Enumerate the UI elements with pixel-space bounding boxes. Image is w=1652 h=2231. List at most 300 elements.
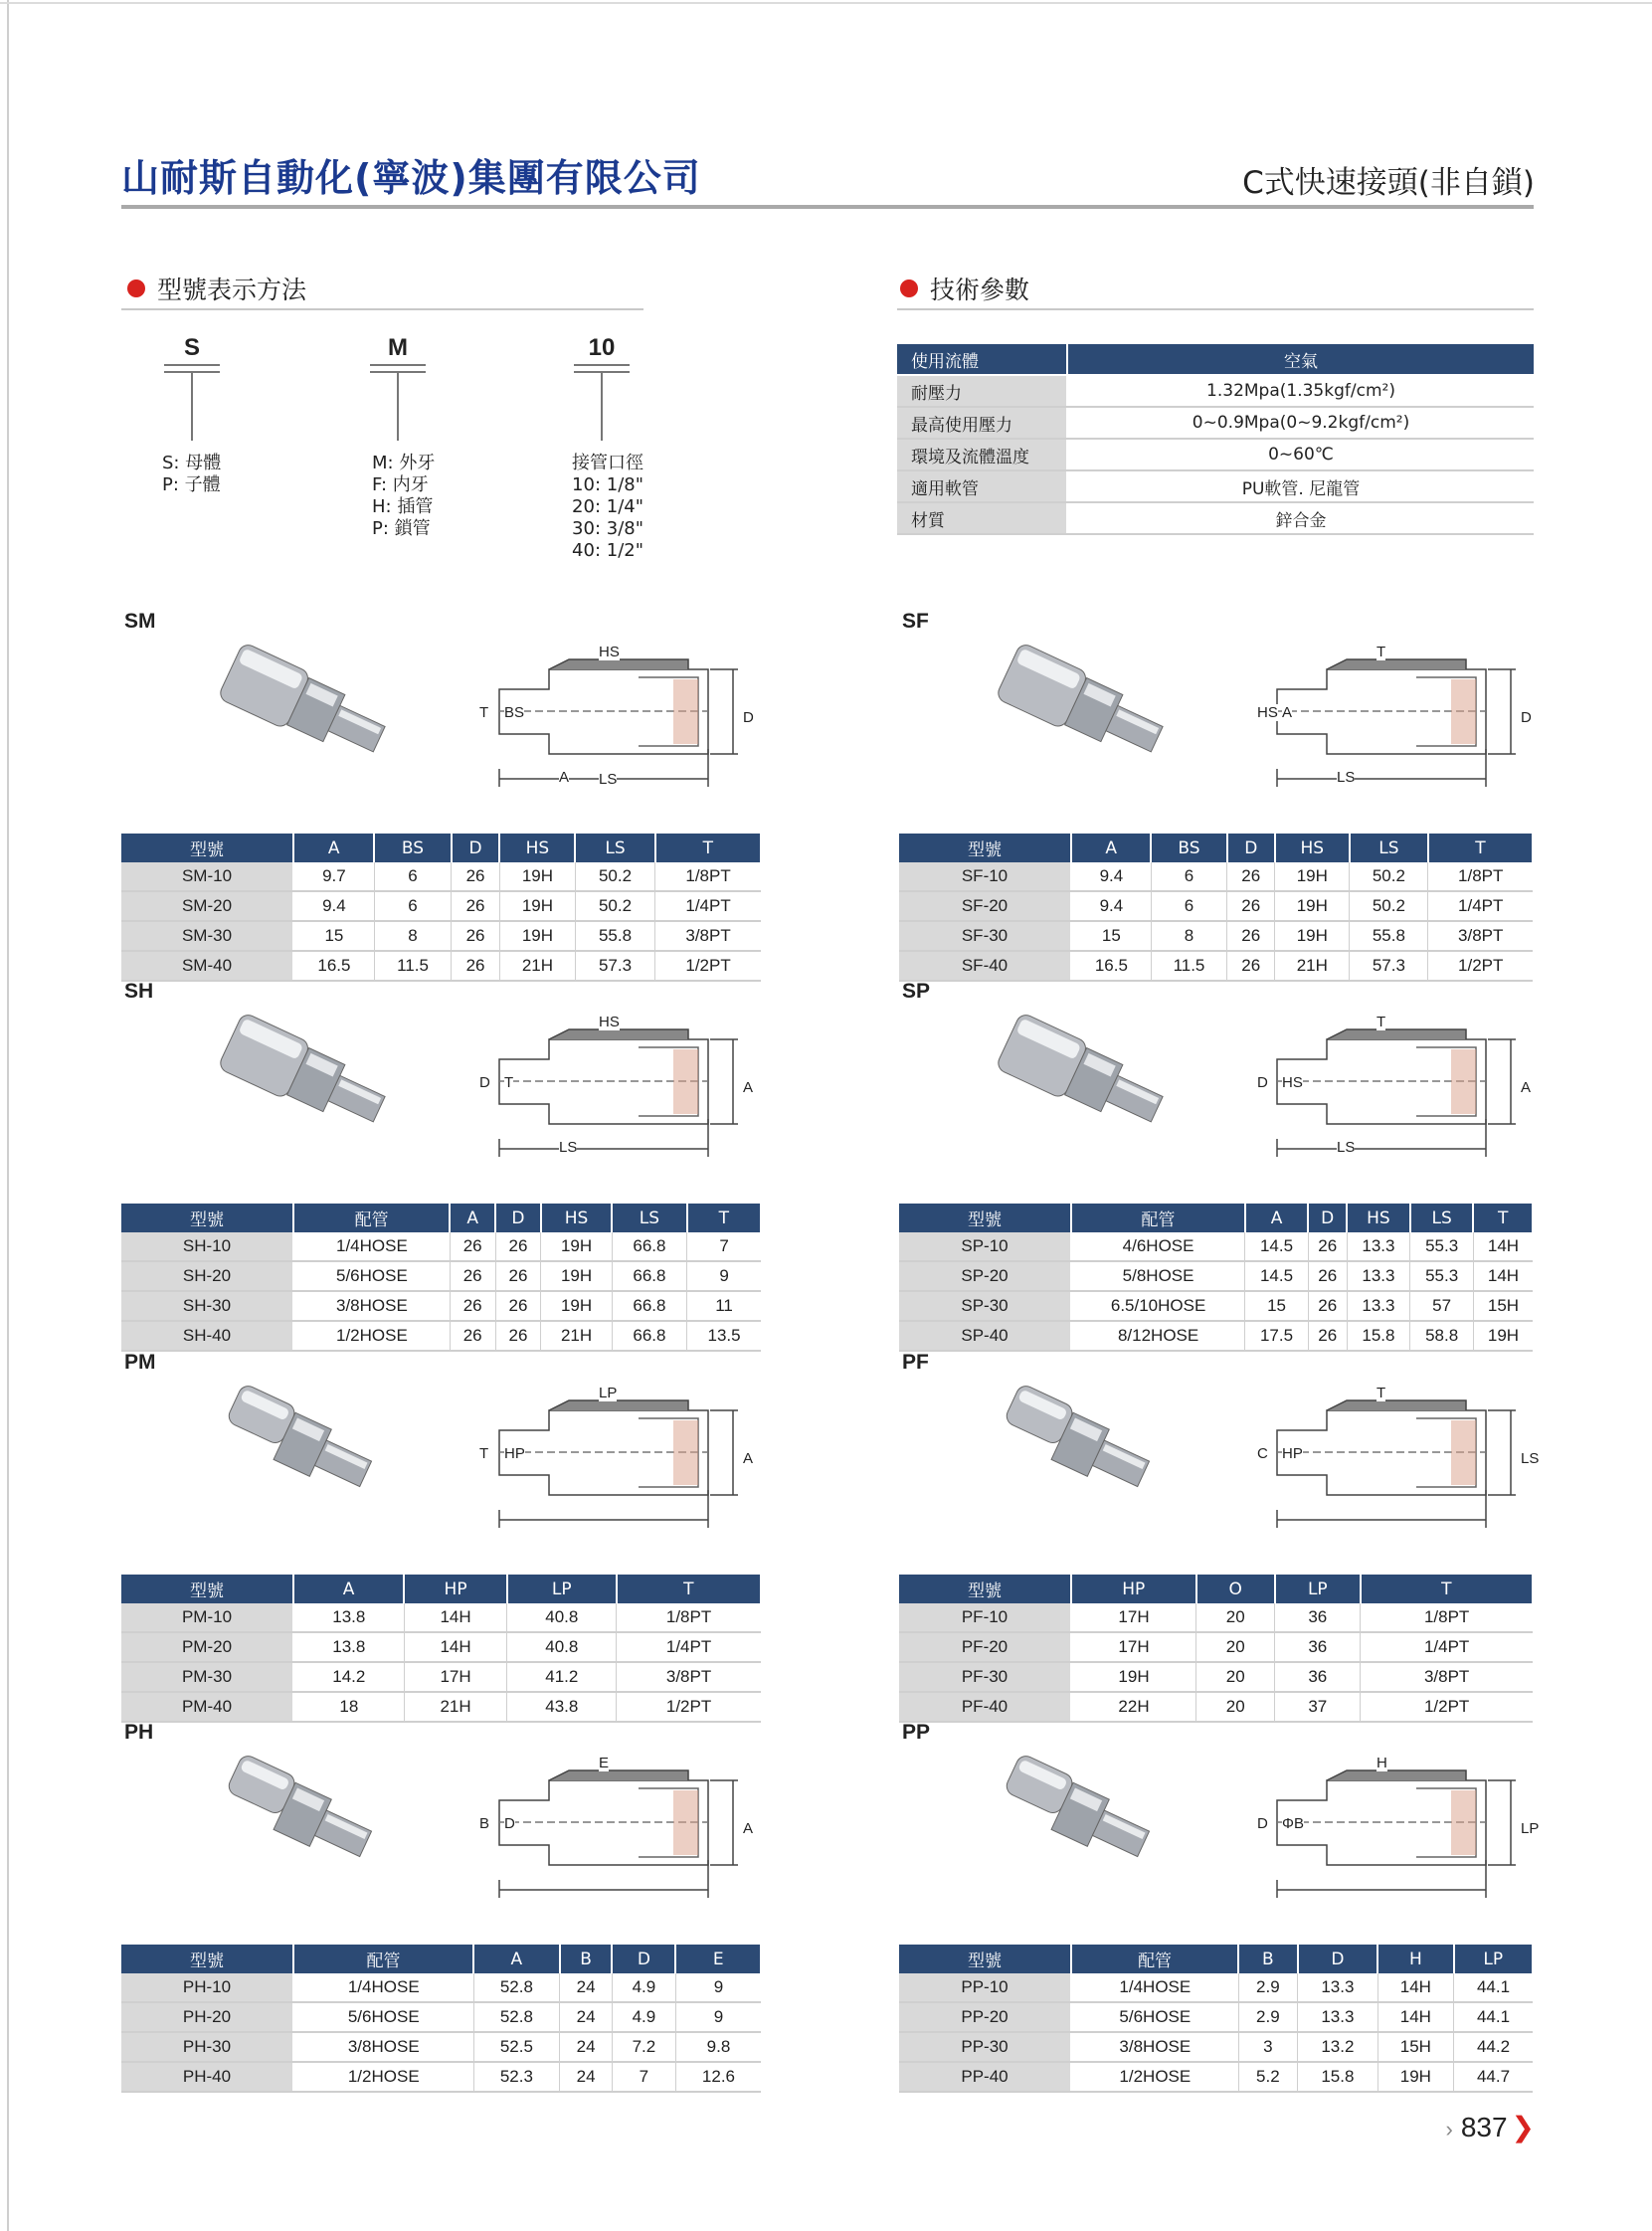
value-cell: 15H (1473, 1291, 1533, 1321)
code-stem (397, 373, 399, 441)
spec-key: 材質 (897, 502, 1067, 534)
model-cell: PM-40 (121, 1692, 293, 1722)
value-cell: 36 (1275, 1662, 1361, 1692)
value-cell: 26 (450, 1232, 495, 1261)
model-cell: PP-30 (899, 2032, 1071, 2062)
value-cell: 5/6HOSE (1071, 2002, 1238, 2032)
column-header: A (1245, 1204, 1309, 1232)
spec-table-pm (121, 1575, 762, 1723)
value-cell: 1/2PT (1428, 951, 1533, 981)
dimension-label: D (479, 1074, 490, 1091)
column-header: T (687, 1204, 761, 1232)
table-header-row (121, 834, 761, 862)
value-cell: 50.2 (575, 862, 654, 891)
value-cell: 57.3 (575, 951, 654, 981)
table-header-row (121, 1945, 761, 1973)
model-cell: SM-10 (121, 862, 293, 891)
value-cell: 26 (1227, 862, 1275, 891)
column-header: HS (499, 834, 575, 862)
dimension-label: A (559, 769, 570, 786)
tech-params-table (897, 344, 1534, 535)
dimension-label: HS (599, 1014, 620, 1030)
table-row (899, 1662, 1533, 1692)
value-cell: 1/4PT (617, 1632, 761, 1662)
table-row (121, 2002, 761, 2032)
column-header: E (675, 1945, 761, 1973)
product-section-sm (121, 610, 762, 988)
table-row (121, 1662, 761, 1692)
technical-drawing (459, 1000, 758, 1169)
technical-drawing (459, 1371, 758, 1540)
value-cell: 3/8PT (1361, 1662, 1533, 1692)
product-section-sh (121, 980, 762, 1358)
product-section-pm (121, 1351, 762, 1729)
value-cell: 19H (499, 891, 575, 921)
model-cell: SM-40 (121, 951, 293, 981)
table-row (121, 891, 761, 921)
value-cell: 1/8PT (655, 862, 761, 891)
value-cell: 26 (452, 891, 500, 921)
technical-drawing (1237, 1741, 1540, 1910)
product-section-pf (899, 1351, 1540, 1729)
value-cell: 19H (541, 1261, 612, 1291)
value-cell: 26 (452, 862, 500, 891)
table-row (121, 1603, 761, 1632)
code-option: P: 子體 (162, 474, 221, 495)
model-cell: PP-20 (899, 2002, 1071, 2032)
value-cell: 1/4HOSE (1071, 1973, 1238, 2002)
page-title: C式快速接頭(非自鎖) (1242, 165, 1535, 201)
section-divider (897, 308, 1534, 310)
value-cell: 13.8 (293, 1632, 404, 1662)
spec-table-ph (121, 1945, 762, 2093)
table-row (899, 1692, 1533, 1722)
value-cell: 5/8HOSE (1071, 1261, 1245, 1291)
column-header: HS (1275, 834, 1350, 862)
column-header: 型號 (121, 1575, 293, 1603)
dimension-label: T (1377, 644, 1386, 660)
value-cell: 8 (1151, 921, 1226, 951)
value-cell: 26 (450, 1291, 495, 1321)
value-cell: 26 (452, 951, 500, 981)
code-option: H: 插管 (372, 496, 434, 517)
dimension-label: LS (1337, 769, 1356, 786)
dimension-label: E (599, 1755, 610, 1771)
product-section-sp (899, 980, 1534, 1358)
value-cell: 9 (675, 2002, 761, 2032)
dimension-label: LP (1521, 1820, 1540, 1837)
spec-key: 使用流體 (897, 344, 1067, 375)
company-name: 山耐斯自動化(寧波)集團有限公司 (121, 156, 701, 200)
value-cell: 15 (1071, 921, 1151, 951)
value-cell: 55.8 (1350, 921, 1428, 951)
spec-key: 適用軟管 (897, 470, 1067, 502)
code-stem (601, 373, 603, 441)
column-header: A (1071, 834, 1151, 862)
value-cell: 26 (1308, 1232, 1347, 1261)
value-cell: 14H (1377, 1973, 1453, 2002)
value-cell: 1/2PT (617, 1692, 761, 1722)
value-cell: 1/8PT (1361, 1603, 1533, 1632)
value-cell: 14H (404, 1603, 507, 1632)
value-cell: 52.3 (473, 2062, 560, 2092)
value-cell: 50.2 (1350, 862, 1428, 891)
value-cell: 18 (293, 1692, 404, 1722)
column-header: H (1377, 1945, 1453, 1973)
model-cell: PH-10 (121, 1973, 293, 2002)
value-cell: 26 (1308, 1291, 1347, 1321)
value-cell: 6 (374, 891, 451, 921)
value-cell: 5/6HOSE (293, 2002, 473, 2032)
value-cell: 26 (495, 1232, 541, 1261)
value-cell: 16.5 (1071, 951, 1151, 981)
value-cell: 11.5 (1151, 951, 1226, 981)
model-cell: SM-30 (121, 921, 293, 951)
column-header: 型號 (899, 1204, 1071, 1232)
value-cell: 55.8 (575, 921, 654, 951)
value-cell: 8/12HOSE (1071, 1321, 1245, 1351)
dimension-label: HS (1257, 704, 1278, 721)
table-row (899, 891, 1533, 921)
column-header: A (450, 1204, 495, 1232)
section-label: SF (902, 610, 929, 633)
value-cell: 9 (675, 1973, 761, 2002)
value-cell: 13.2 (1298, 2032, 1378, 2062)
column-header: B (560, 1945, 613, 1973)
value-cell: 6 (1151, 862, 1226, 891)
value-cell: 36 (1275, 1603, 1361, 1632)
model-cell: SP-30 (899, 1291, 1071, 1321)
value-cell: 26 (1308, 1261, 1347, 1291)
table-row (899, 2062, 1533, 2092)
table-row (121, 951, 761, 981)
dimension-label: HS (599, 644, 620, 660)
dimension-label: BS (504, 704, 525, 721)
heading-text: 型號表示方法 (157, 276, 307, 304)
value-cell: 66.8 (612, 1291, 686, 1321)
value-cell: 3/8HOSE (293, 2032, 473, 2062)
column-header: 型號 (121, 834, 293, 862)
value-cell: 7.2 (612, 2032, 675, 2062)
column-header: T (1361, 1575, 1533, 1603)
code-option: 10: 1/8" (572, 474, 643, 495)
table-row (899, 1321, 1533, 1351)
model-cell: SP-10 (899, 1232, 1071, 1261)
model-cell: SH-10 (121, 1232, 293, 1261)
column-header: T (617, 1575, 761, 1603)
value-cell: 20 (1196, 1632, 1275, 1662)
section-label: SH (124, 980, 154, 1003)
spec-key: 耐壓力 (897, 375, 1067, 407)
model-cell: SP-40 (899, 1321, 1071, 1351)
value-cell: 26 (450, 1321, 495, 1351)
table-row (899, 1632, 1533, 1662)
value-cell: 4.9 (612, 1973, 675, 2002)
product-photo (201, 1000, 410, 1159)
table-row (121, 1632, 761, 1662)
code-underline (164, 364, 220, 373)
column-header: HP (1071, 1575, 1196, 1603)
value-cell: 44.7 (1454, 2062, 1534, 2092)
value-cell: 52.5 (473, 2032, 560, 2062)
value-cell: 11 (687, 1291, 761, 1321)
column-header: A (293, 1575, 404, 1603)
value-cell: 19H (499, 921, 575, 951)
model-cell: PM-30 (121, 1662, 293, 1692)
value-cell: 19H (1473, 1321, 1533, 1351)
value-cell: 1/8PT (617, 1603, 761, 1632)
value-cell: 14H (1473, 1232, 1533, 1261)
spec-row (897, 344, 1534, 375)
table-row (899, 1291, 1533, 1321)
value-cell: 20 (1196, 1603, 1275, 1632)
model-code-heading (127, 271, 306, 306)
value-cell: 17.5 (1245, 1321, 1309, 1351)
column-header: T (1473, 1204, 1533, 1232)
column-header: LS (575, 834, 654, 862)
value-cell: 37 (1275, 1692, 1361, 1722)
dimension-label: A (743, 1820, 754, 1837)
value-cell: 2.9 (1238, 2002, 1297, 2032)
value-cell: 26 (495, 1321, 541, 1351)
model-cell: SH-40 (121, 1321, 293, 1351)
value-cell: 15.8 (1347, 1321, 1410, 1351)
value-cell: 9.7 (293, 862, 374, 891)
column-header: D (495, 1204, 541, 1232)
column-header: LS (1350, 834, 1428, 862)
table-row (899, 1232, 1533, 1261)
value-cell: 17H (1071, 1603, 1196, 1632)
value-cell: 24 (560, 2002, 613, 2032)
value-cell: 11.5 (374, 951, 451, 981)
dimension-label: HS (1282, 1074, 1303, 1091)
dimension-label: LP (599, 1385, 618, 1401)
code-letter: 10 (588, 334, 616, 361)
dimension-label: D (1257, 1815, 1268, 1832)
value-cell: 20 (1196, 1662, 1275, 1692)
value-cell: 3/8PT (655, 921, 761, 951)
table-row (121, 2062, 761, 2092)
column-header: T (655, 834, 761, 862)
column-header: D (1227, 834, 1275, 862)
value-cell: 66.8 (612, 1261, 686, 1291)
technical-drawing (1237, 630, 1536, 799)
dimension-label: A (743, 1450, 754, 1467)
value-cell: 55.3 (1410, 1261, 1474, 1291)
product-photo (979, 1000, 1188, 1159)
model-cell: PP-10 (899, 1973, 1071, 2002)
dimension-label: A (743, 1079, 754, 1096)
column-header: A (293, 834, 374, 862)
product-section-ph (121, 1721, 762, 2099)
model-cell: SF-30 (899, 921, 1071, 951)
value-cell: 1/2HOSE (1071, 2062, 1238, 2092)
code-letter: M (388, 334, 408, 361)
code-option: M: 外牙 (372, 453, 436, 473)
value-cell: 7 (687, 1232, 761, 1261)
table-row (899, 1973, 1533, 2002)
value-cell: 26 (452, 921, 500, 951)
table-row (121, 1232, 761, 1261)
model-cell: PH-40 (121, 2062, 293, 2092)
dimension-label: LS (1337, 1139, 1356, 1156)
value-cell: 1/4PT (655, 891, 761, 921)
table-row (121, 2032, 761, 2062)
model-cell: PF-40 (899, 1692, 1071, 1722)
value-cell: 19H (1275, 891, 1350, 921)
section-label: SP (902, 980, 931, 1003)
dimension-label: T (1377, 1014, 1386, 1030)
value-cell: 3/8HOSE (293, 1291, 450, 1321)
value-cell: 57.3 (1350, 951, 1428, 981)
value-cell: 24 (560, 2062, 613, 2092)
column-header: 型號 (899, 1945, 1071, 1973)
dimension-label: LS (559, 1139, 578, 1156)
table-row (899, 951, 1533, 981)
value-cell: 17H (404, 1662, 507, 1692)
technical-drawing (459, 1741, 758, 1910)
value-cell: 19H (499, 862, 575, 891)
code-option: 40: 1/2" (572, 540, 643, 561)
spec-key: 最高使用壓力 (897, 407, 1067, 439)
table-row (899, 2032, 1533, 2062)
spec-table-sm (121, 834, 762, 982)
dimension-label: T (504, 1074, 514, 1091)
dimension-label: T (479, 1445, 489, 1462)
product-photo (979, 630, 1188, 789)
dimension-label: HP (504, 1445, 525, 1462)
code-option: S: 母體 (162, 453, 222, 473)
column-header: HS (541, 1204, 612, 1232)
tech-params-heading (900, 271, 1029, 306)
table-row (899, 1603, 1533, 1632)
table-header-row (899, 834, 1533, 862)
value-cell: 1/2HOSE (293, 2062, 473, 2092)
value-cell: 1/2HOSE (293, 1321, 450, 1351)
column-header: D (612, 1945, 675, 1973)
spec-table-pf (899, 1575, 1534, 1723)
value-cell: 21H (541, 1321, 612, 1351)
column-header: LP (1275, 1575, 1361, 1603)
value-cell: 19H (1275, 921, 1350, 951)
value-cell: 14.5 (1245, 1261, 1309, 1291)
dimension-label: D (1521, 709, 1532, 726)
code-option: 30: 3/8" (572, 518, 643, 539)
value-cell: 26 (1308, 1321, 1347, 1351)
chevron-right-icon[interactable]: ❯ (1511, 2112, 1535, 2142)
column-header: D (1298, 1945, 1378, 1973)
value-cell: 20 (1196, 1692, 1275, 1722)
table-row (121, 862, 761, 891)
column-header: D (452, 834, 500, 862)
value-cell: 1/2PT (1361, 1692, 1533, 1722)
value-cell: 44.1 (1454, 1973, 1534, 2002)
value-cell: 21H (1275, 951, 1350, 981)
model-cell: PF-30 (899, 1662, 1071, 1692)
column-header: 型號 (121, 1945, 293, 1973)
column-header: BS (1151, 834, 1226, 862)
value-cell: 13.3 (1347, 1261, 1410, 1291)
spec-table-pp (899, 1945, 1534, 2093)
model-cell: SH-30 (121, 1291, 293, 1321)
value-cell: 13.8 (293, 1603, 404, 1632)
value-cell: 14H (404, 1632, 507, 1662)
table-header-row (899, 1945, 1533, 1973)
value-cell: 3/8HOSE (1071, 2032, 1238, 2062)
value-cell: 52.8 (473, 1973, 560, 2002)
model-cell: SF-40 (899, 951, 1071, 981)
value-cell: 7 (612, 2062, 675, 2092)
column-header: 型號 (121, 1204, 293, 1232)
page-frame-left (7, 0, 9, 2231)
value-cell: 26 (1227, 921, 1275, 951)
spec-table-sp (899, 1204, 1534, 1352)
value-cell: 15.8 (1298, 2062, 1378, 2092)
value-cell: 19H (1071, 1662, 1196, 1692)
value-cell: 6 (374, 862, 451, 891)
value-cell: 6 (1151, 891, 1226, 921)
value-cell: 14H (1377, 2002, 1453, 2032)
code-letter: S (183, 334, 200, 361)
spec-table-sf (899, 834, 1534, 982)
bullet-icon (900, 279, 918, 297)
value-cell: 9.4 (1071, 891, 1151, 921)
value-cell: 4.9 (612, 2002, 675, 2032)
value-cell: 40.8 (507, 1632, 617, 1662)
value-cell: 26 (1227, 891, 1275, 921)
value-cell: 44.2 (1454, 2032, 1534, 2062)
column-header: 配管 (293, 1204, 450, 1232)
model-cell: PP-40 (899, 2062, 1071, 2092)
value-cell: 5.2 (1238, 2062, 1297, 2092)
section-label: PM (124, 1351, 156, 1374)
chevron-right-icon: › (1445, 2117, 1453, 2141)
column-header: 型號 (899, 834, 1071, 862)
bullet-icon (127, 279, 145, 297)
value-cell: 21H (404, 1692, 507, 1722)
product-section-pp (899, 1721, 1540, 2099)
column-header: LP (507, 1575, 617, 1603)
value-cell: 13.3 (1347, 1291, 1410, 1321)
header-divider (121, 205, 1534, 209)
heading-text: 技術參數 (930, 276, 1030, 304)
code-option: 接管口徑 (572, 453, 643, 473)
value-cell: 66.8 (612, 1232, 686, 1261)
column-header: 型號 (899, 1575, 1071, 1603)
value-cell: 12.6 (675, 2062, 761, 2092)
code-option: F: 内牙 (372, 474, 429, 495)
model-cell: PM-10 (121, 1603, 293, 1632)
table-row (121, 1321, 761, 1351)
value-cell: 19H (541, 1291, 612, 1321)
model-cell: SH-20 (121, 1261, 293, 1291)
code-option: 20: 1/4" (572, 496, 643, 517)
value-cell: 13.5 (687, 1321, 761, 1351)
value-cell: 3/8PT (1428, 921, 1533, 951)
value-cell: 24 (560, 1973, 613, 2002)
value-cell: 13.3 (1298, 2002, 1378, 2032)
column-header: LS (1410, 1204, 1474, 1232)
technical-drawing (1237, 1371, 1540, 1540)
model-cell: PH-20 (121, 2002, 293, 2032)
model-code-column (132, 334, 252, 496)
model-cell: SF-20 (899, 891, 1071, 921)
value-cell: 26 (495, 1261, 541, 1291)
value-cell: 14.2 (293, 1662, 404, 1692)
table-header-row (121, 1575, 761, 1603)
value-cell: 6.5/10HOSE (1071, 1291, 1245, 1321)
value-cell: 26 (1227, 951, 1275, 981)
